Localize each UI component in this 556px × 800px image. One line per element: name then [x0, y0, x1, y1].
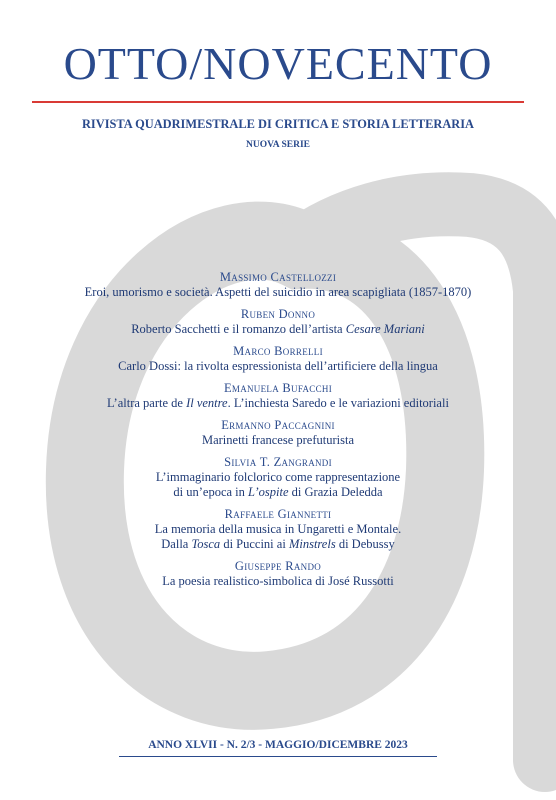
toc-entry	[40, 455, 516, 500]
italic-work-title: Il ventre	[186, 396, 228, 410]
toc-entry	[40, 507, 516, 552]
journal-title: OTTO/NOVECENTO	[63, 38, 493, 89]
title-text: di Grazia Deledda	[288, 485, 383, 499]
article-title-line	[40, 470, 516, 485]
article-title-line	[40, 359, 516, 374]
journal-subtitle: RIVISTA QUADRIMESTRALE DI CRITICA E STORIA LETTERARIA	[81, 117, 474, 131]
toc-entry	[40, 559, 516, 589]
article-title-line	[40, 285, 516, 300]
title-underline	[32, 101, 524, 103]
title-text: di un’epoca in	[173, 485, 249, 499]
article-author: Ruben Donno	[240, 307, 316, 321]
toc-entry	[40, 418, 516, 448]
toc-entry	[40, 270, 516, 300]
title-text: La memoria della musica in Ungaretti e Montale.	[154, 522, 402, 536]
toc-entry	[40, 307, 516, 337]
article-author: Emanuela Bufacchi	[223, 381, 333, 395]
italic-work-title: Minstrels	[288, 537, 336, 551]
title-text: di Puccini ai	[220, 537, 289, 551]
italic-work-title: Cesare Mariani	[345, 322, 425, 336]
article-title-line	[40, 537, 516, 552]
article-title-line	[40, 396, 516, 411]
article-author: Massimo Castellozzi	[219, 270, 337, 284]
italic-work-title: Tosca	[191, 537, 221, 551]
article-title-line	[40, 522, 516, 537]
title-text: Eroi, umorismo e società. Aspetti del suicidio in area scapigliata (1857-1870)	[84, 285, 472, 299]
toc-entry	[40, 344, 516, 374]
article-author: Raffaele Giannetti	[224, 507, 332, 521]
title-text: Carlo Dossi: la rivolta espressionista dell’artificiere della lingua	[118, 359, 438, 373]
series-label: NUOVA SERIE	[246, 140, 310, 150]
article-title-line	[40, 574, 516, 589]
article-title-line	[40, 485, 516, 500]
article-author: Ermanno Paccagnini	[221, 418, 335, 432]
article-author: Marco Borrelli	[233, 344, 323, 358]
title-text: Dalla	[161, 537, 192, 551]
table-of-contents	[40, 270, 516, 596]
title-text: L’immaginario folclorico come rappresentazione	[155, 470, 401, 484]
title-text: . L’inchiesta Saredo e le variazioni editoriali	[227, 396, 449, 410]
issue-underline	[119, 756, 437, 757]
article-author: Giuseppe Rando	[234, 559, 322, 573]
title-text: La poesia realistico-simbolica di José Russotti	[162, 574, 394, 588]
article-title-line	[40, 322, 516, 337]
italic-work-title: L’ospite	[248, 485, 289, 499]
issue-info: ANNO XLVII - N. 2/3 - MAGGIO/DICEMBRE 2023	[148, 739, 408, 751]
article-author: Silvia T. Zangrandi	[224, 455, 332, 469]
article-title-line	[40, 433, 516, 448]
title-text: Marinetti francese prefuturista	[201, 433, 354, 447]
title-text: L’altra parte de	[107, 396, 187, 410]
title-text: di Debussy	[335, 537, 395, 551]
toc-entry	[40, 381, 516, 411]
title-text: Roberto Sacchetti e il romanzo dell’artista	[131, 322, 346, 336]
